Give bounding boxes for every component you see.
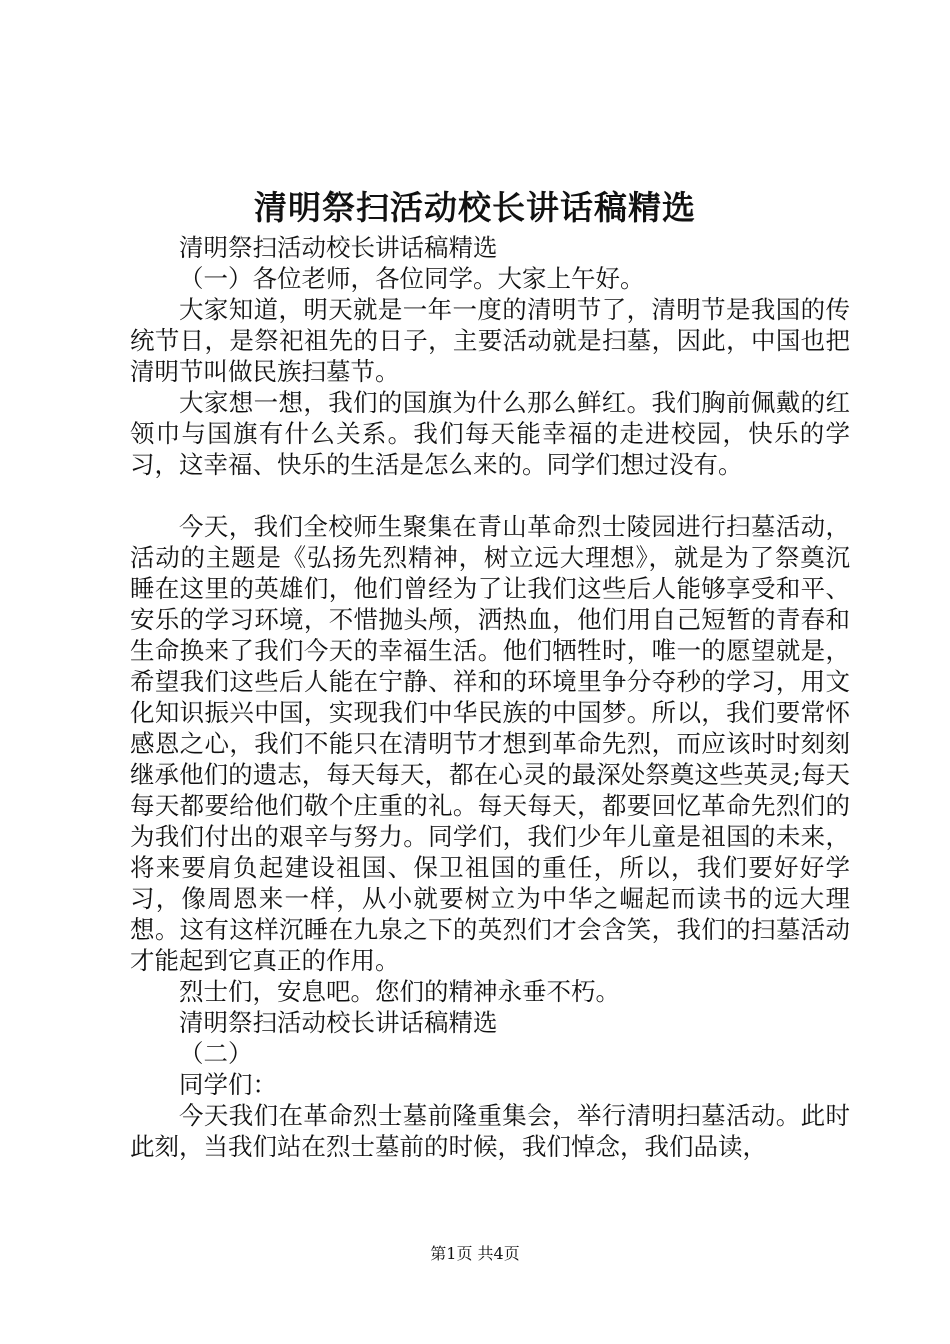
paragraph-spacer (130, 480, 850, 511)
document-title: 清明祭扫活动校长讲话稿精选 (254, 188, 696, 227)
paragraph: 烈士们，安息吧。您们的精神永垂不朽。 (179, 977, 620, 1006)
paragraph: 今天我们在革命烈士墓前隆重集会，举行清明扫墓活动。此时此刻，当我们站在烈士墓前的时候，我们悼念，我们品读， (130, 1101, 850, 1161)
paragraph-greeting: （一）各位老师，各位同学。大家上午好。 (179, 264, 645, 293)
document-body (130, 232, 850, 1162)
paragraph-section-number: （二） (179, 1039, 253, 1068)
paragraph-subtitle: 清明祭扫活动校长讲话稿精选 (179, 1008, 498, 1037)
paragraph: 大家知道，明天就是一年一度的清明节了，清明节是我国的传统节日，是祭祀祖先的日子，主要活动就是扫墓，因此，中国也把清明节叫做民族扫墓节。 (130, 295, 850, 386)
paragraph-salutation: 同学们： (179, 1070, 277, 1099)
page-footer: 第1页 共4页 (430, 1244, 520, 1263)
paragraph: 大家想一想，我们的国旗为什么那么鲜红。我们胸前佩戴的红领巾与国旗有什么关系。我们每天能幸福的走进校园，快乐的学习，这幸福、快乐的生活是怎么来的。同学们想过没有。 (130, 388, 850, 479)
paragraph-subtitle: 清明祭扫活动校长讲话稿精选 (179, 233, 498, 262)
paragraph: 今天，我们全校师生聚集在青山革命烈士陵园进行扫墓活动，活动的主题是《弘扬先烈精神，树立远大理想》，就是为了祭奠沉睡在这里的英雄们，他们曾经为了让我们这些后人能够享受和平、安乐的学习环境，不惜抛头颅，洒热血，他们用自己短暂的青春和生命换来了我们今天的幸福生活。他们牺牲时，唯一的愿望就是，希望我们这些后人能在宁静、祥和的环境里争分夺秒的学习，用文化知识振兴中国，实现我们中华民族的中国梦。所以，我们要常怀感恩之心，我们不能只在清明节才想到革命先烈，而应该时时刻刻继承他们的遗志，每天每天，都在心灵的最深处祭奠这些英灵;每天每天都要给他们敬个庄重的礼。每天每天，都要回忆革命先烈们的为我们付出的艰辛与努力。同学们，我们少年儿童是祖国的未来，将来要肩负起建设祖国、保卫祖国的重任，所以，我们要好好学习，像周恩来一样，从小就要树立为中华之崛起而读书的远大理想。这有这样沉睡在九泉之下的英烈们才会含笑，我们的扫墓活动才能起到它真正的作用。 (130, 512, 850, 975)
